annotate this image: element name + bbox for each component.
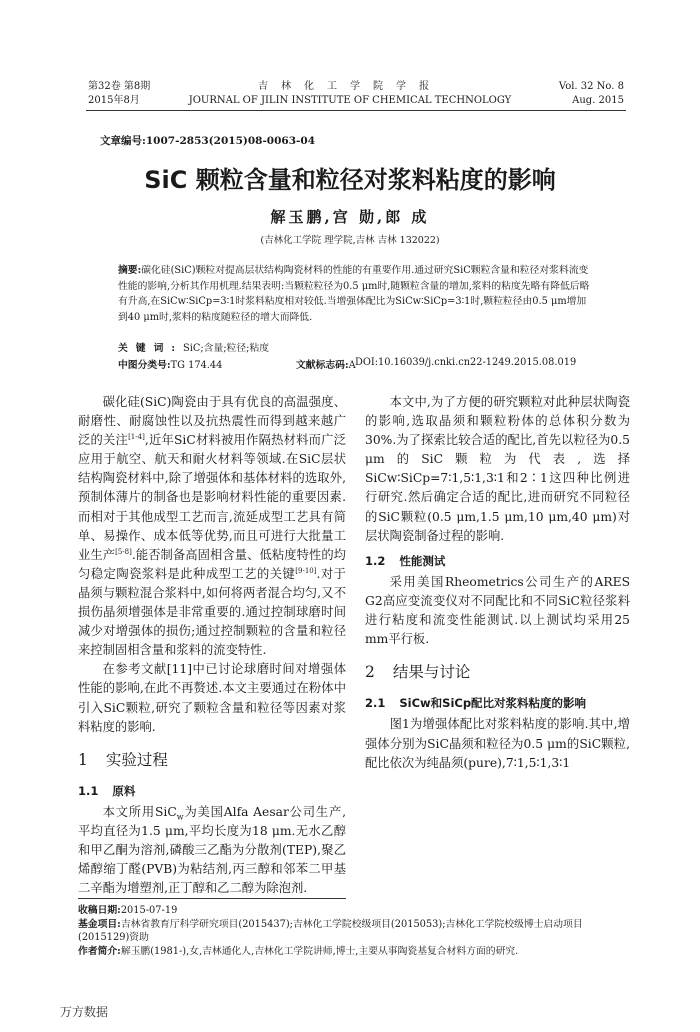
keywords-text: SiC;含量;粒径;粘度	[183, 343, 270, 354]
section-heading-2: 2 结果与讨论	[365, 663, 471, 682]
materials-paragraph-2: 本文中,为了方便的研究颗粒对此种层状陶瓷的影响,选取晶须和颗粒粉体的总体积分数为30%.为了探索比较合适的配比,首先以粒径为0.5 μm的SiC颗粒为代表,选择SiCw∶SiCp=7∶1,5∶1,3∶1和2∶1这四种比例进行研究.然后确定合适的配比,进而研究不同粒径的SiC颗粒(0.5 μm,1.5 μm,10 μm,40 μm)对层状陶瓷制备过程的影响.	[365, 395, 630, 543]
clc-label: 中图分类号:	[118, 360, 171, 371]
publication-date-en: Aug. 2015	[572, 95, 624, 106]
citation: [9-10]	[295, 566, 317, 575]
abstract	[118, 263, 596, 325]
clc-number: TG 174.44	[170, 360, 223, 371]
body-column-left	[78, 393, 346, 898]
citation: [5-8]	[115, 547, 132, 556]
author-list: 解玉鹏,宫 勋,郎 成	[270, 208, 430, 226]
materials-paragraph: 本文所用SiC$_w$为美国Alfa Aesar公司生产,平均直径为1.5 μm,平均长度为18 μm.无水乙醇和甲乙酮为溶剂,磷酸三乙酯为分散剂(TEP),聚乙烯醇缩丁醛(PVB)为粘结剂,丙三醇和邻苯二甲基二辛酯为增塑剂,正丁醇和乙二醇为除泡剂.	[78, 804, 346, 896]
subsection-heading-1-1: 1.1 原料	[78, 783, 136, 798]
doc-code-label: 文献标志码:	[296, 360, 349, 371]
subsection-heading-1-2: 1.2 性能测试	[365, 553, 446, 568]
journal-name-en: JOURNAL OF JILIN INSTITUTE OF CHEMICAL TECHNOLOGY	[188, 95, 512, 106]
intro-paragraph-2: 在参考文献[11]中已讨论球磨时间对增强体性能的影响,在此不再赘述.本文主要通过在粉体中引入SiC颗粒,研究了颗粒含量和粒径等因素对浆料粘度的影响.	[78, 662, 346, 734]
funding-info: 基金项目:吉林省教育厅科学研究项目(2015437);吉林化工学院校级项目(2015053);吉林化工学院校级博士启动项目(2015129)资助	[78, 918, 583, 943]
volume-issue-en: Vol. 32 No. 8	[558, 81, 624, 92]
footnote-divider	[78, 898, 346, 899]
doc-code: A	[348, 360, 356, 371]
citation: [1-4]	[128, 433, 145, 442]
author-bio: 作者简介:解玉鹏(1981-),女,吉林通化人,吉林化工学院讲师,博士,主要从事陶瓷基复合材料方面的研究.	[78, 945, 519, 957]
abstract-text: 碳化硅(SiC)颗粒对提高层状结构陶瓷材料的性能的有重要作用.通过研究SiC颗粒含量和粒径对浆料流变性能的影响,分析其作用机理.结果表明:当颗粒粒径为0.5 μm时,随颗粒含量的增加,浆料的粘度先略有降低后略有升高,在SiCw∶SiCp=3∶1时浆料粘度相对较低.当增强体配比为SiCw∶SiCp=3∶1时,颗粒粒径由0.5 μm增加到40 μm时,浆料的粘度随粒径的增大而降低.	[118, 265, 590, 323]
volume-issue: 第32卷 第8期	[88, 81, 151, 92]
header-divider	[86, 110, 626, 111]
testing-paragraph: 采用美国Rheometrics公司生产的ARES G2高应变流变仪对不同配比和不同SiC粒径浆料进行粘度和流变性能测试.以上测试均采用25 mm平行板.	[365, 574, 630, 647]
intro-paragraph-1: 碳化硅(SiC)陶瓷由于具有优良的高温强度、耐磨性、耐腐蚀性以及抗热震性而得到越来越广泛的关注[1-4],近年SiC材料被用作隔热材料而广泛应用于航空、航天和耐火材料等领域.在SiC层状结构陶瓷材料中,除了增强体和基体材料的选取外,预制体薄片的制备也是影响材料性能的重要因素.而相对于其他成型工艺而言,流延成型工艺具有简单、易操作、成本低等优势,而且可进行大批量工业生产[5-8].能否制备高固相含量、低粘度特性的均匀稳定陶瓷浆料是此种成型工艺的关键[9-10].对于晶须与颗粒混合浆料中,如何将两者混合均匀,又不损伤晶须增强体是非常重要的.通过控制球磨时间减少对增强体的损伤;通过控制颗粒的含量和粒径来控制固相含量和浆料的流变特性.	[78, 395, 346, 658]
keywords-label: 关键词:	[118, 343, 184, 354]
paper-title: SiC 颗粒含量和粒径对浆料粘度的影响	[144, 166, 556, 194]
journal-name-cn: 吉林化工学院学报	[258, 81, 442, 92]
body-column-right	[365, 393, 630, 773]
article-number: 文章编号:1007-2853(2015)08-0063-04	[100, 135, 316, 147]
subsection-heading-2-1: 2.1 SiCw和SiCp配比对浆料粘度的影响	[365, 696, 587, 711]
results-paragraph: 图1为增强体配比对浆料粘度的影响.其中,增强体分别为SiC晶须和粒径为0.5 μm的SiC颗粒,配比依次为纯晶须(pure),7∶1,5∶1,3∶1	[365, 717, 630, 770]
section-heading-1: 1 实验过程	[78, 750, 168, 769]
author-affiliation: (吉林化工学院 理学院,吉林 吉林 132022)	[260, 235, 440, 246]
publication-date: 2015年8月	[88, 95, 140, 106]
watermark: 万方数据	[60, 1005, 109, 1019]
abstract-label: 摘要:	[118, 265, 142, 276]
journal-volume-info-en	[559, 80, 624, 108]
received-date: 收稿日期:2015-07-19	[78, 905, 178, 916]
classification-line	[118, 357, 596, 371]
footnotes	[78, 904, 618, 958]
doi: DOI:10.16039/j.cnki.cn22-1249.2015.08.019	[355, 357, 577, 368]
keywords	[118, 340, 596, 354]
